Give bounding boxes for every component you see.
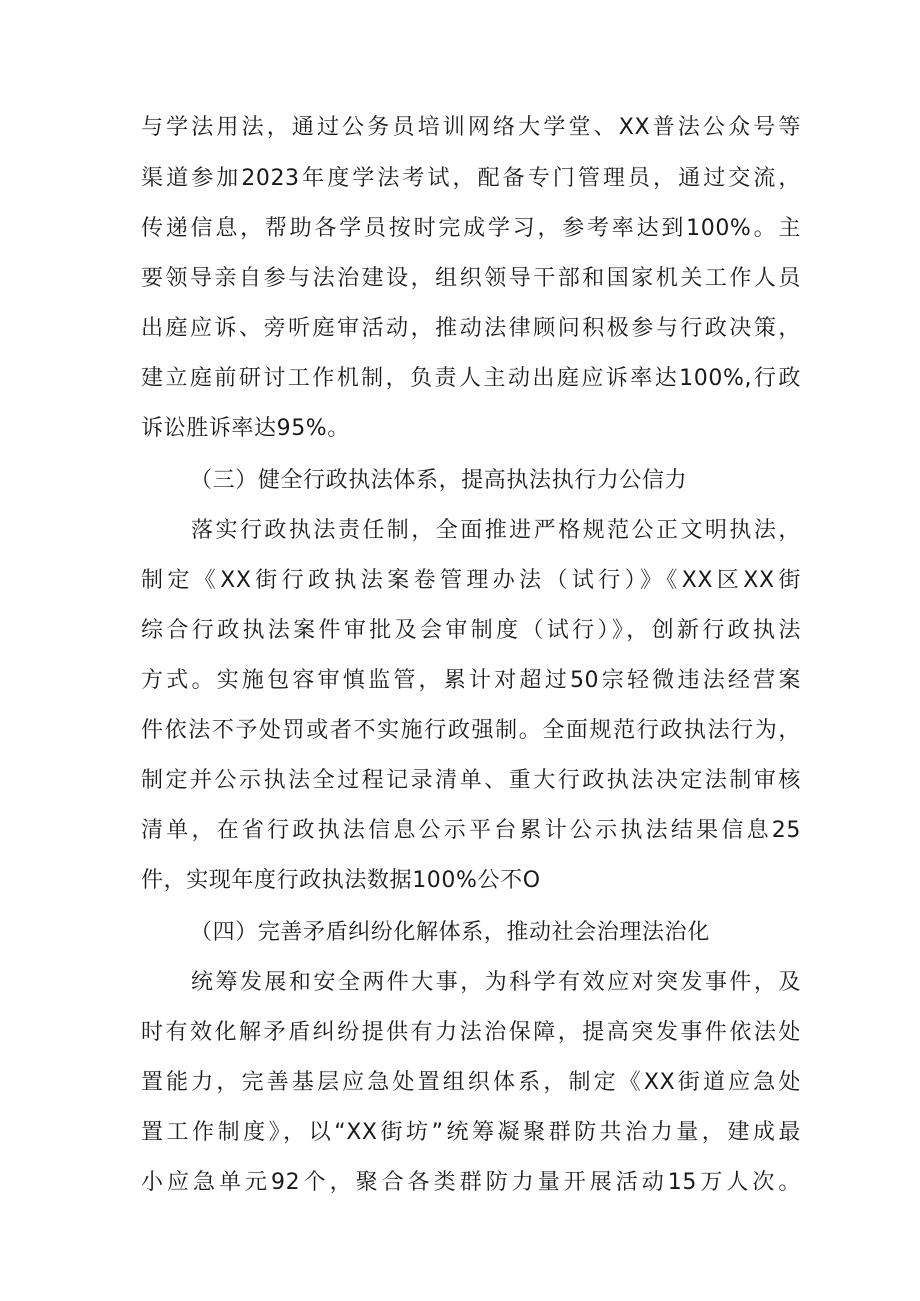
paragraph-2-line-8: 件，实现年度行政执法数据100%公不O: [141, 868, 541, 893]
paragraph-1-line-2: 渠道参加2023年度学法考试，配备专门管理员，通过交流，: [141, 166, 801, 191]
paragraph-1-line-3: 传递信息，帮助各学员按时完成学习，参考率达到100%。主: [141, 216, 801, 241]
paragraph-2-line-1: 落实行政执法责任制，全面推进严格规范公正文明执法，: [191, 518, 801, 543]
paragraph-2-line-5: 件依法不予处罚或者不实施行政强制。全面规范行政执法行为，: [141, 718, 801, 743]
paragraph-3-line-1: 统筹发展和安全两件大事，为科学有效应对突发事件，及: [191, 970, 801, 995]
paragraph-1-line-4: 要领导亲自参与法治建设，组织领导干部和国家机关工作人员: [141, 266, 801, 291]
paragraph-2-line-3: 综合行政执法案件审批及会审制度（试行）》，创新行政执法: [141, 618, 801, 643]
paragraph-2-line-7: 清单，在省行政执法信息公示平台累计公示执法结果信息25: [141, 818, 801, 843]
paragraph-1-line-5: 出庭应诉、旁听庭审活动，推动法律顾问积极参与行政决策，: [141, 316, 801, 341]
paragraph-3-line-5: 小应急单元92个，聚合各类群防力量开展活动15万人次。: [141, 1170, 801, 1195]
paragraph-3-line-4: 置工作制度》，以“XX街坊”统筹凝聚群防共治力量，建成最: [141, 1120, 801, 1145]
paragraph-2-line-4: 方式。实施包容审慎监管，累计对超过50宗轻微违法经营案: [141, 668, 801, 693]
paragraph-2-line-6: 制定并公示执法全过程记录清单、重大行政执法决定法制审核: [141, 768, 801, 793]
section-heading-3: （三）健全行政执法体系，提高执法执行力公信力: [190, 468, 688, 493]
paragraph-3-line-3: 置能力，完善基层应急处置组织体系，制定《XX街道应急处: [141, 1070, 801, 1095]
paragraph-1-line-6: 建立庭前研讨工作机制，负责人主动出庭应诉率达100%,行政: [141, 366, 801, 391]
paragraph-1-line-7: 诉讼胜诉率达95%。: [141, 416, 350, 441]
section-heading-4: （四）完善矛盾纠纷化解体系，推动社会治理法治化: [190, 920, 710, 945]
paragraph-2-line-2: 制定《XX街行政执法案卷管理办法（试行）》《XX区XX街: [141, 568, 801, 593]
paragraph-1-line-1: 与学法用法，通过公务员培训网络大学堂、XX普法公众号等: [141, 115, 801, 140]
paragraph-3-line-2: 时有效化解矛盾纠纷提供有力法治保障，提高突发事件依法处: [141, 1020, 801, 1045]
